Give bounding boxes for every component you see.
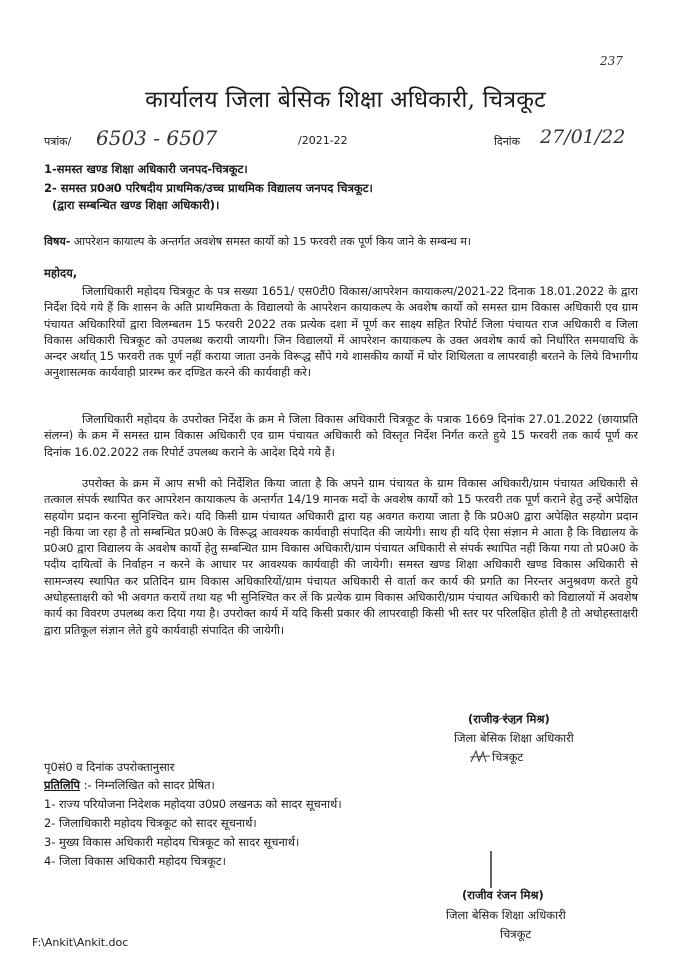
date-label: दिनांक <box>494 135 521 148</box>
body-paragraph-2: जिलाधिकारी महोदय के उपरोक्त निर्देश के क्रम मे जिला विकास अधिकारी चित्रकूट के पत्राक 1669 दिनांक 27.01.2022 (छायाप्रति संलग्न) के क्रम में समस्त ग्राम विकास अधिकारी एव ग्राम पंचायत अधिकारी को विस्तृत निर्देश निर्गत करते हुये 15 फरवरी तक कार्य पूर्ण कर दिनांक 16.02.2022 तक रिपोर्ट उपलब्ध कराने के आदेश दिये गये हैं। <box>44 413 638 459</box>
subject-line <box>44 234 471 249</box>
recipient-3: (द्वारा सम्बन्धित खण्ड शिक्षा अधिकारी)। <box>52 198 220 212</box>
copy-item-4: 4- जिला विकास अधिकारी महोदय चित्रकूट। <box>44 854 226 868</box>
subject-text: आपरेशन कायाल्प के अन्तर्गत अवशेष समस्त कार्यो को 15 फरवरी तक पूर्ण किय जाने के सम्बन्ध म। <box>70 235 471 248</box>
signature-1-name: (राजीव रंजन मिश्र) <box>468 712 550 726</box>
recipient-1: 1-समस्त खण्ड शिक्षा अधिकारी जनपद-चित्रकूट। <box>44 162 248 176</box>
body-paragraph-1: जिलाधिकारी महोदय चित्रकूट के पत्र सख्या 1651/ एस0टी0 विकास/आपरेशन कायाकल्प/2021-22 दिनाक 18.01.2022 के द्वारा निर्देश दिये गये हैं कि शासन के अति प्राथमिकता के विद्यालयो के आपरेशन कायाकल्प के अवशेष कार्यो को समस्त ग्राम विकास अधिकारी एव ग्राम पंचायत अधिकारियों द्वारा विलम्बतम 15 फरवरी 2022 तक प्रत्येक दशा में पूर्ण कर साक्ष्य सहित रिपोर्ट जिला पंचायत राज अधिकारी व जिला विकास अधिकारी चित्रकूट को उपलब्ध करायी जायगी। जिन विद्यालयों में आपरेशन कायाकल्प के उक्त अवशेष कार्य को निर्धारित समयावधि के अन्दर अर्थात् 15 फरवरी तक पूर्ण नहीं कराया जाता उनके विरूद्ध सौंपे गये शासकीय कार्यो में घोर शिथिलता व लापरवाही बरतने के लिये विभागीय अनुशासत्मक कार्यवाही प्रारम्भ कर दण्डित करने की कार्यवाही करे। <box>44 285 638 380</box>
signature-2-name: (राजीव रंजन मिश्र) <box>462 888 544 902</box>
date-value: 27/01/22 <box>540 126 626 148</box>
patrank-label: पत्रांक/ <box>44 135 72 148</box>
subject-label: विषय- <box>44 235 71 248</box>
copy-label: प्रतिलिपि <box>44 778 81 792</box>
signature-1-place: चित्रकूट <box>492 750 524 764</box>
file-path: F:\Ankit\Ankit.doc <box>32 936 129 949</box>
body-paragraph-3: उपरोक्त के क्रम में आप सभी को निर्देशित किया जाता है कि अपने ग्राम पंचायत के ग्राम विकास अधिकारी/ग्राम पंचायत अधिकारी से तत्काल संपर्क स्थापित कर आपरेशन कायाकल्प के अन्तर्गत 14/19 मानक मदों के अवशेष कार्यो को 15 फरवरी तक पूर्ण कराने हेतु उन्हें अपेक्षित सहयोग प्रदान करना सुनिश्चित करे। यदि किसी ग्राम पंचायत अधिकारी द्वारा यह अवगत कराया जाता है कि प्र0अ0 द्वारा अपेक्षित सहयोग प्रदान नही किया जा रहा है तो सम्बन्धित प्र0अ0 के विरूद्ध आवश्यक कार्यवाही संपादित की जायेगी। साथ ही यदि ऐसा संज्ञान मे आता है कि विद्यालय के प्र0अ0 द्वारा विद्यालय के अवशेष कार्यो हेतु सम्बन्धित ग्राम विकास अधिकारी/ग्राम पंचायत अधिकारी से संपर्क स्थापित नहीं किया गया तो प्र0अ0 के पदीय दायित्वों के निर्वाहन न करने के आधार पर आवश्यक कार्यवाही की जायेगी। समस्त खण्ड शिक्षा अधिकारी खण्ड विकास अधिकारी से सामन्जस्य स्थापित कर प्रतिदिन ग्राम विकास अधिकारियों/ग्राम पंचायत अधिकारी से वार्ता कर कार्य की प्रगति का निरन्तर अनुश्रवण करते हुये अधोहस्ताक्षरी को भी अवगत करायें तथा यह भी सुनिश्चित कर लें कि प्रत्येक ग्राम विकास अधिकारी/ग्राम पंचायत अधिकारी को विद्यालयों में अवशेष कार्य का विवरण उपलब्ध करा दिया गया है। उपरोक्त कार्य में यदि किसी प्रकार की लापरवाही किसी भी स्तर पर परिलक्षित होती है तो अधोहस्ताक्षरी द्वारा प्रतिकूल संज्ञान लेते हुये कार्यवाही संपादित की जायेगी। <box>44 477 638 637</box>
copy-item-1: 1- राज्य परियोजना निदेशक महोदया उ0प्र0 लखनऊ को सादर सूचनार्थ। <box>44 797 342 811</box>
patrank-value: 6503 - 6507 <box>96 126 218 150</box>
initials-mark <box>468 748 494 766</box>
copy-ref-line: पृ0सं0 व दिनांक उपरोक्तानुसार <box>44 760 175 774</box>
letter-year: /2021-22 <box>298 134 348 147</box>
copy-item-3: 3- मुख्य विकास अधिकारी महोदय चित्रकूट को सादर सूचनार्थ। <box>44 835 300 849</box>
copy-label-line <box>44 776 215 795</box>
copy-label-rest: :- निम्नलिखित को सादर प्रेषित। <box>80 778 215 792</box>
salutation: महोदय, <box>44 266 78 280</box>
signature-mark-2 <box>488 850 494 890</box>
office-title: कार्यालय जिला बेसिक शिक्षा अधिकारी, चित्रकूट <box>145 87 546 113</box>
recipient-2: 2- समस्त प्र0अ0 परिषदीय प्राथमिक/उच्च प्राथमिक विद्यालय जनपद चित्रकूट। <box>44 181 373 195</box>
page-number: 237 <box>600 54 623 68</box>
signature-2-place: चित्रकूट <box>500 927 532 941</box>
signature-1-designation: जिला बेसिक शिक्षा अधिकारी <box>454 731 574 745</box>
copy-item-2: 2- जिलाधिकारी महोदय चित्रकूट को सादर सूचनार्थ। <box>44 816 257 830</box>
signature-2-designation: जिला बेसिक शिक्षा अधिकारी <box>446 908 566 922</box>
